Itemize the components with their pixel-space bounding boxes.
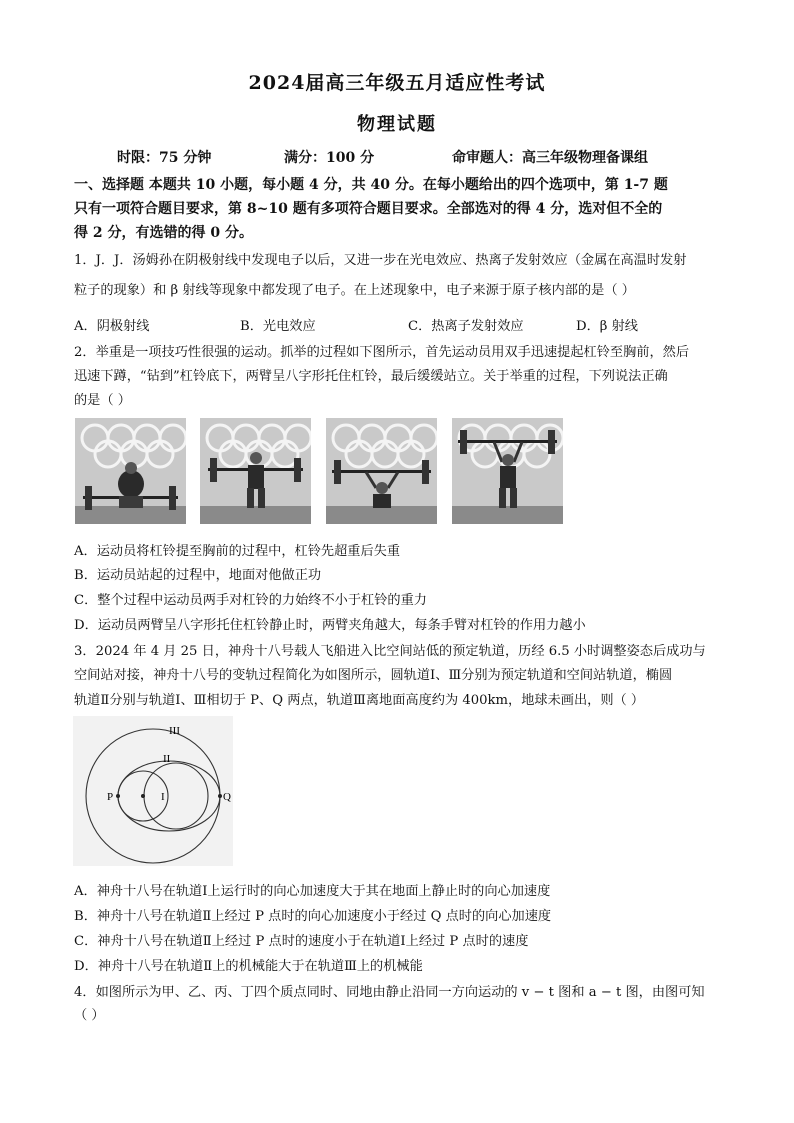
q2-option-d: D．运动员两臂呈八字形托住杠铃静止时，两臂夹角越大，每条手臂对杠铃的作用力越小 [74, 618, 586, 633]
section1-instructions-line3: 得 2 分，有选错的得 0 分。 [74, 225, 253, 241]
q2-stem-line2: 迅速下蹲，“钻到”杠铃底下，两臂呈八字形托住杠铃，最后缓缓站立。关于举重的过程，下列说法正确 [74, 369, 668, 384]
q3-stem-line2: 空间站对接，神舟十八号的变轨过程简化为如图所示，圆轨道Ⅰ、Ⅲ分别为预定轨道和空间站轨道，椭圆 [74, 668, 673, 683]
q1-stem-line2: 粒子的现象）和 β 射线等现象中都发现了电子。在上述现象中，电子来源于原子核内部的是（ ） [74, 283, 635, 298]
q1-option-c: C．热离子发射效应 [408, 319, 524, 334]
point-q-label: Q [223, 791, 231, 803]
orbit-1-label: I [161, 791, 165, 803]
q2-option-a: A．运动员将杠铃提至胸前的过程中，杠铃先超重后失重 [74, 544, 401, 559]
q3-stem-line3: 轨道Ⅱ分别与轨道Ⅰ、Ⅲ相切于 P、Q 两点，轨道Ⅲ离地面高度约为 400km，地球未画出，则（ ） [74, 693, 645, 708]
section1-instructions-line2: 只有一项符合题目要求，第 8~10 题有多项符合题目要求。全部选对的得 4 分，选对但不全的 [74, 201, 663, 217]
weightlift-photo-3 [326, 418, 437, 524]
q2-option-c: C．整个过程中运动员两手对杠铃的力始终不小于杠铃的重力 [74, 593, 427, 608]
q3-option-c: C．神舟十八号在轨道Ⅱ上经过 P 点时的速度小于在轨道Ⅰ上经过 P 点时的速度 [74, 934, 529, 949]
q1-stem-line1: 1．J．J．汤姆孙在阴极射线中发现电子以后，又进一步在光电效应、热离子发射效应（金属在高温时发射 [74, 253, 687, 268]
q3-option-a: A．神舟十八号在轨道Ⅰ上运行时的向心加速度大于其在地面上静止时的向心加速度 [74, 884, 551, 899]
q1-option-a: A．阴极射线 [74, 319, 150, 334]
q2-option-b: B．运动员站起的过程中，地面对他做正功 [74, 568, 322, 583]
orbit-diagram [73, 716, 233, 866]
orbit-2-label: II [163, 753, 171, 765]
orbit-2-ellipse-full [118, 761, 220, 831]
point-p-label: P [107, 791, 114, 803]
full-score: 满分：100 分 [284, 150, 375, 166]
q1-option-b: B．光电效应 [240, 319, 316, 334]
point-p-dot [116, 794, 120, 798]
exam-subtitle: 物理试题 [357, 114, 437, 135]
weightlift-photo-2 [200, 418, 311, 524]
orbit-3-label: III [169, 725, 180, 737]
q3-stem-line1: 3．2024 年 4 月 25 日，神舟十八号载人飞船进入比空间站低的预定轨道，历经 6.5 小时调整姿态后成功与 [74, 644, 706, 659]
exam-title: 2024届高三年级五月适应性考试 [248, 72, 546, 94]
q1-option-d: D．β 射线 [576, 319, 638, 334]
point-q-dot [218, 794, 222, 798]
weightlift-photo-1 [75, 418, 186, 524]
q2-stem-line3: 的是（ ） [74, 393, 131, 408]
q4-stem-line1: 4．如图所示为甲、乙、丙、丁四个质点同时、同地由静止沿同一方向运动的 v − t 图和 a − t 图，由图可知 [74, 985, 705, 1000]
q2-stem-line1: 2．举重是一项技巧性很强的运动。抓举的过程如下图所示，首先运动员用双手迅速提起杠铃至胸前，然后 [74, 345, 690, 360]
question-setter: 命审题人：高三年级物理备课组 [452, 150, 648, 166]
section1-instructions-line1: 一、选择题 本题共 10 小题，每小题 4 分，共 40 分。在每小题给出的四个选项中，第 1-7 题 [74, 177, 668, 193]
q3-option-d: D．神舟十八号在轨道Ⅱ上的机械能大于在轨道Ⅲ上的机械能 [74, 959, 423, 974]
earth-center-dot [141, 794, 145, 798]
q3-option-b: B．神舟十八号在轨道Ⅱ上经过 P 点时的向心加速度小于经过 Q 点时的向心加速度 [74, 909, 552, 924]
time-limit: 时限：75 分钟 [117, 150, 212, 166]
weightlift-photo-4 [452, 418, 563, 524]
q4-stem-line2: （ ） [74, 1008, 105, 1023]
